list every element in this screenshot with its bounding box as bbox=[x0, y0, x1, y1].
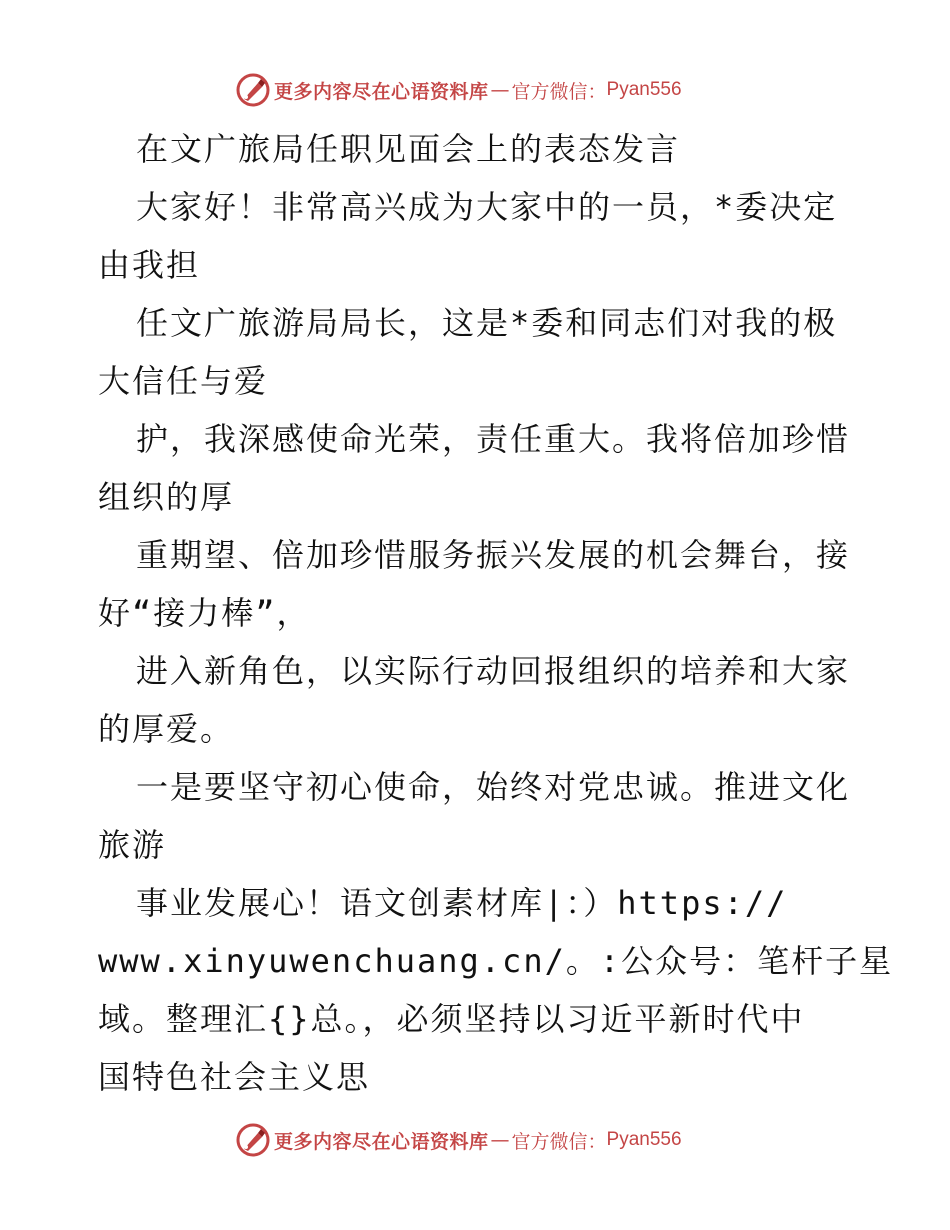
watermark-text: 更多内容尽在心语资料库 bbox=[274, 80, 489, 103]
text-line: 大信任与爱 bbox=[98, 362, 269, 400]
watermark-id: Pyan556 bbox=[606, 79, 682, 100]
text-line: 护，我深感使命光荣，责任重大。我将倍加珍惜 bbox=[136, 420, 851, 458]
text-line: 的厚爱。 bbox=[98, 710, 235, 748]
header-watermark bbox=[236, 72, 682, 108]
pen-logo-icon bbox=[236, 1123, 270, 1157]
text-line: www.xinyuwenchuang.cn/。:公众号：笔杆子星 bbox=[98, 942, 894, 980]
watermark-label: 官方微信： bbox=[511, 1130, 607, 1153]
watermark-label: 官方微信： bbox=[511, 80, 607, 103]
text-line: 任文广旅游局局长，这是*委和同志们对我的极 bbox=[136, 304, 838, 342]
text-line: 组织的厚 bbox=[98, 478, 235, 516]
watermark-id: Pyan556 bbox=[606, 1129, 682, 1150]
text-line: 域。整理汇{}总。，必须坚持以习近平新时代中 bbox=[98, 1000, 805, 1038]
watermark-text: 更多内容尽在心语资料库 bbox=[274, 1130, 489, 1153]
text-line: 事业发展心！语文创素材库|：）https:// bbox=[136, 884, 788, 922]
pen-logo-icon bbox=[236, 73, 270, 107]
watermark-dash: — bbox=[490, 79, 510, 101]
text-line: 好“接力棒”， bbox=[98, 594, 311, 632]
text-line: 由我担 bbox=[98, 246, 201, 284]
text-line: 国特色社会主义思 bbox=[98, 1058, 371, 1096]
footer-watermark bbox=[236, 1122, 682, 1158]
text-line: 旅游 bbox=[98, 826, 167, 864]
document-body bbox=[98, 120, 894, 1106]
text-line: 重期望、倍加珍惜服务振兴发展的机会舞台，接 bbox=[136, 536, 851, 574]
text-line: 大家好！非常高兴成为大家中的一员，*委决定 bbox=[136, 188, 838, 226]
text-line: 进入新角色，以实际行动回报组织的培养和大家 bbox=[136, 652, 851, 690]
text-line: 一是要坚守初心使命，始终对党忠诚。推进文化 bbox=[136, 768, 851, 806]
watermark-dash: — bbox=[490, 1129, 510, 1151]
document-title: 在文广旅局任职见面会上的表态发言 bbox=[136, 130, 681, 168]
